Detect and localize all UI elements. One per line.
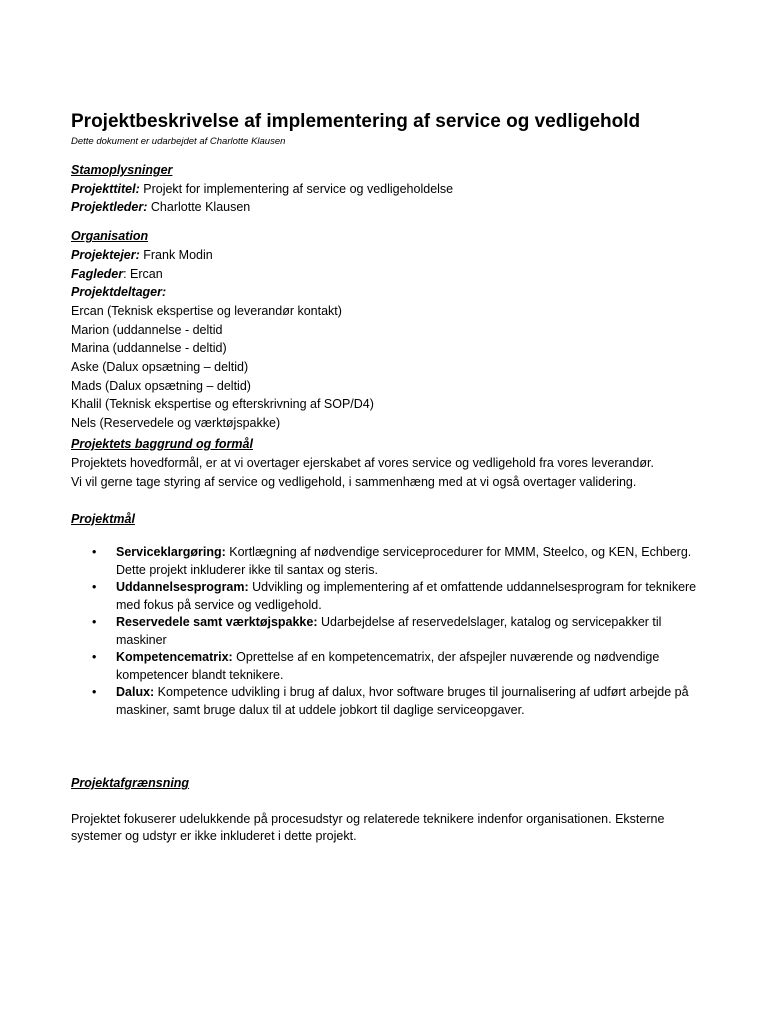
fagleder-row [71, 265, 711, 284]
goal-text: Oprettelse af en kompetencematrix, der afspejler nuværende og nødvendige kompetencer blandt teknikere. [116, 650, 660, 682]
section-afgraensning [71, 774, 711, 846]
deltager-item: Marina (uddannelse - deltid) [71, 341, 227, 356]
deltager-item: Ercan (Teknisk ekspertise og leverandør kontakt) [71, 303, 342, 318]
document-subtitle: Dette dokument er udarbejdet af Charlotte Klausen [71, 136, 286, 147]
deltager-item: Mads (Dalux opsætning – deltid) [71, 378, 251, 393]
deltager-item: Aske (Dalux opsætning – deltid) [71, 360, 249, 375]
goal-text: Kompetence udvikling i brug af dalux, hvor software bruges til journalisering af udført arbejde på maskiner, samt bruge dalux til at uddele jobkort til daglige serviceopgaver. [116, 685, 689, 717]
bullet-icon: • [92, 615, 97, 630]
bullet-icon: • [92, 545, 97, 560]
bullet-icon: • [92, 580, 97, 595]
afgraensning-text: Projektet fokuserer udelukkende på procesudstyr og relaterede teknikere indenfor organisationen. Eksterne systemer og udstyr er ikke inkluderet i dette projekt. [71, 811, 665, 844]
list-item [71, 614, 698, 649]
deltager-item: Nels (Reservedele og værktøjspakke) [71, 416, 281, 431]
goal-text: Udvikling og implementering af et omfattende uddannelsesprogram for teknikere med fokus på service og vedligehold. [116, 580, 697, 612]
projektejer-value: Frank Modin [139, 247, 213, 262]
goal-label: Serviceklargøring: [116, 545, 226, 560]
deltager-item: Khalil (Teknisk ekspertise og efterskrivning af SOP/D4) [71, 397, 374, 412]
goal-text: Kortlægning af nødvendige serviceprocedurer for MMM, Steelco, og KEN, Echberg. Dette projekt inkluderer ikke til santax og steris. [116, 545, 692, 577]
projektleder-label: Projektleder: [71, 200, 148, 215]
section-baggrund [71, 435, 711, 493]
list-item [71, 579, 698, 614]
goal-label: Uddannelsesprogram: [116, 580, 249, 595]
section-heading-projektmaal: Projektmål [71, 511, 135, 526]
projektdeltager-label: Projektdeltager: [71, 285, 167, 300]
deltager-item: Marion (uddannelse - deltid [71, 322, 223, 337]
document-page [71, 110, 711, 846]
projektmaal-list [71, 544, 711, 719]
projektejer-row [71, 246, 711, 265]
bullet-icon: • [92, 650, 97, 665]
section-heading-baggrund: Projektets baggrund og formål [71, 436, 253, 451]
section-projektmaal [71, 510, 711, 720]
goal-label: Dalux: [116, 685, 155, 700]
fagleder-value: : Ercan [123, 266, 163, 281]
section-organisation [71, 227, 711, 433]
list-item [71, 649, 698, 684]
goal-label: Kompetencematrix: [116, 650, 233, 665]
baggrund-line: Vi vil gerne tage styring af service og vedligehold, i sammenhæng med at vi også overtager validering. [71, 475, 637, 490]
bullet-icon: • [92, 685, 97, 700]
fagleder-label: Fagleder [71, 266, 124, 281]
projekttitel-value: Projekt for implementering af service og vedligeholdelse [139, 181, 454, 196]
list-item [71, 684, 698, 719]
section-heading-stamoplysninger: Stamoplysninger [71, 163, 173, 177]
section-stamoplysninger [71, 161, 711, 217]
section-heading-organisation: Organisation [71, 229, 149, 244]
list-item [71, 544, 698, 579]
projekttitel-label: Projekttitel: [71, 181, 140, 196]
baggrund-line: Projektets hovedformål, er at vi overtager ejerskabet af vores service og vedligehold fra vores leverandør. [71, 455, 654, 470]
document-title: Projektbeskrivelse af implementering af service og vedligehold [71, 111, 641, 132]
goal-label: Reservedele samt værktøjspakke: [116, 615, 318, 630]
projektejer-label: Projektejer: [71, 247, 140, 262]
section-heading-afgraensning: Projektafgrænsning [71, 776, 190, 791]
projekttitel-row [71, 180, 711, 199]
projektleder-row [71, 198, 711, 217]
goal-text: Udarbejdelse af reservedelslager, katalog og servicepakker til maskiner [116, 615, 662, 647]
projektleder-value: Charlotte Klausen [147, 200, 251, 215]
